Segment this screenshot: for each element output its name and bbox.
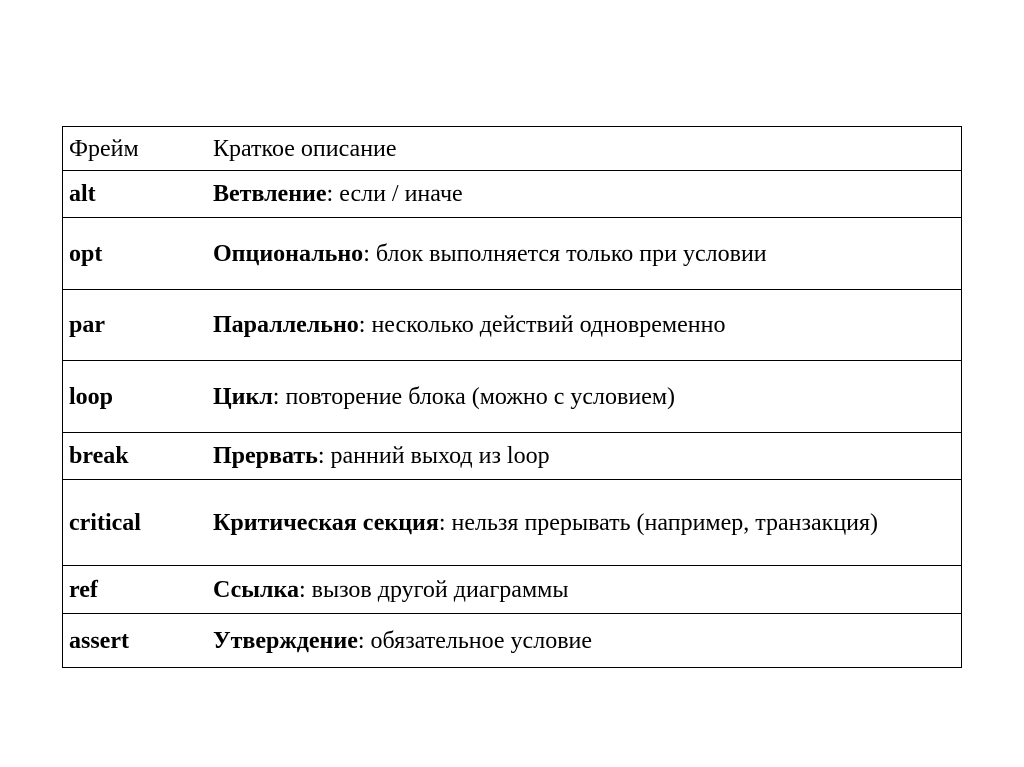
description-cell [202,218,962,290]
description-text: : если / иначе [326,181,463,207]
table-row [63,361,962,433]
description-term: Параллельно [213,312,359,338]
frame-cell: assert [63,614,203,668]
description-text: : вызов другой диаграммы [298,576,569,603]
table-row [63,433,962,480]
header-frame: Фрейм [63,127,203,171]
description-text: : обязательное условие [357,627,593,654]
table-row [63,171,962,218]
description-term: Критическая секция [213,509,439,536]
frame-cell: critical [63,480,203,566]
description-term: Ссылка [213,576,299,603]
description-cell [202,480,962,566]
header-description: Краткое описание [202,127,962,171]
description-cell [202,566,962,614]
description-cell [202,361,962,433]
frame-cell: opt [63,218,203,290]
table-row [63,614,962,668]
frame-cell: par [63,290,203,361]
description-cell [202,171,962,218]
description-term: Утверждение [213,627,358,654]
description-cell [202,433,962,480]
frame-cell: ref [63,566,203,614]
table-row [63,480,962,566]
description-text: : нельзя прерывать (например, транзакция) [438,509,879,536]
frame-cell: loop [63,361,203,433]
description-text: : несколько действий одновременно [358,312,726,338]
frames-table [62,126,962,668]
description-text: : ранний выход из loop [317,443,550,469]
table-row [63,566,962,614]
description-term: Цикл [213,383,273,410]
table-header-row [63,127,962,171]
description-term: Ветвление [213,181,327,207]
description-cell [202,614,962,668]
frame-cell: break [63,433,203,480]
table-row [63,218,962,290]
description-text: : повторение блока (можно с условием) [272,383,676,410]
table-row [63,290,962,361]
description-text: : блок выполняется только при условии [363,240,767,267]
description-term: Прервать [213,443,318,469]
description-cell [202,290,962,361]
description-term: Опционально [213,240,364,267]
frame-cell: alt [63,171,203,218]
